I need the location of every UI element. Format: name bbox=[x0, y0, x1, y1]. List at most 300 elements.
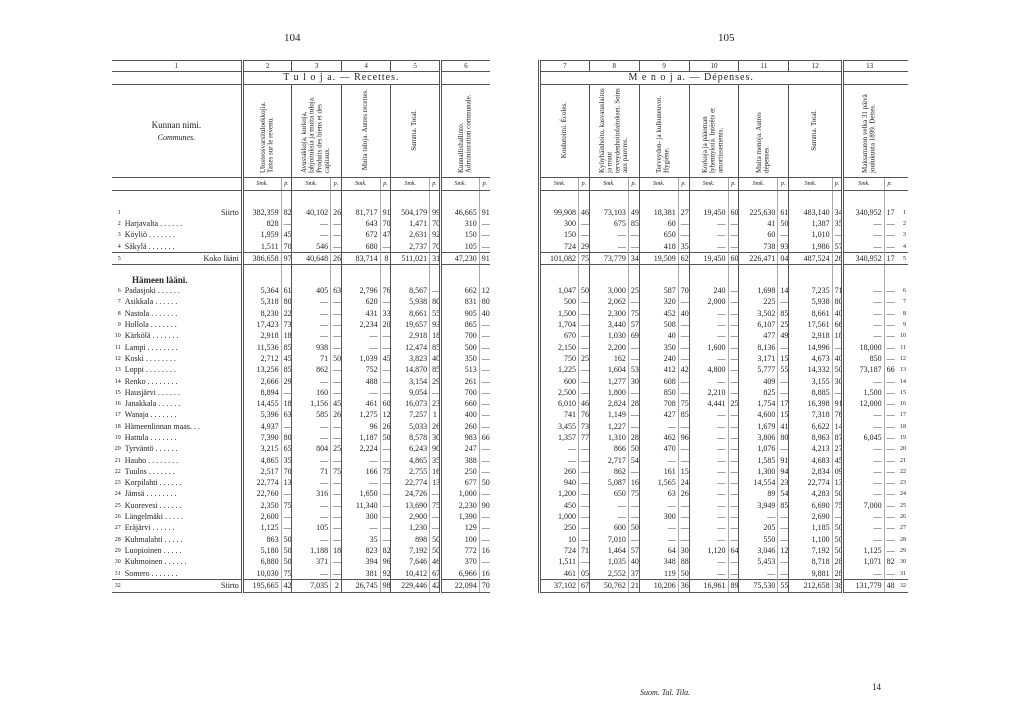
cell-penni: — bbox=[678, 500, 689, 511]
cell-penni: 30 bbox=[678, 545, 689, 556]
table-row bbox=[540, 331, 909, 342]
cell-markka: 12,000 bbox=[843, 398, 884, 409]
cell-markka: 850 bbox=[639, 387, 678, 398]
cell-penni: 50 bbox=[832, 365, 843, 376]
cell-markka: 1,754 bbox=[739, 398, 778, 409]
cell-markka: 340,952 bbox=[843, 207, 884, 218]
column-header: Korkoja ja pääoman lyhennyksiä. Intérêts et amortissements. bbox=[701, 107, 725, 173]
cell-penni: 76 bbox=[832, 410, 843, 421]
cell-penni: 46 bbox=[579, 207, 590, 218]
cell-penni: 90 bbox=[430, 444, 441, 455]
cell-markka: 47,230 bbox=[440, 253, 479, 265]
row-number: 28 bbox=[900, 536, 906, 543]
cell-markka: 488 bbox=[341, 376, 380, 387]
cell-markka: 37,102 bbox=[540, 580, 579, 592]
cell-markka: — bbox=[689, 444, 728, 455]
cell-markka: — bbox=[843, 308, 884, 319]
cell-penni: 99 bbox=[430, 207, 441, 218]
table-row bbox=[540, 557, 909, 568]
municipality-name: Wanaja . . . . . . . bbox=[124, 410, 177, 420]
cell-penni: 85 bbox=[281, 342, 292, 353]
cell-penni: 66 bbox=[479, 432, 490, 443]
municipality-name: Padasjoki . . . . . . bbox=[124, 286, 180, 296]
cell-markka: 5,938 bbox=[391, 297, 430, 308]
cell-penni: — bbox=[728, 241, 739, 253]
cell-markka: — bbox=[843, 534, 884, 545]
cell-penni: — bbox=[380, 297, 391, 308]
table-row bbox=[540, 398, 909, 409]
cell-penni: 18 bbox=[281, 331, 292, 342]
cell-penni: — bbox=[479, 365, 490, 376]
cell-markka: 4,865 bbox=[391, 455, 430, 466]
cell-markka: 300 bbox=[341, 511, 380, 522]
cell-markka: 4,441 bbox=[689, 398, 728, 409]
cell-penni: 85 bbox=[281, 365, 292, 376]
row-number: 13 bbox=[900, 367, 906, 374]
cell-penni: — bbox=[281, 523, 292, 534]
cell-markka: 7,192 bbox=[391, 545, 430, 556]
cell-markka: 672 bbox=[341, 230, 380, 241]
cell-markka: — bbox=[292, 230, 331, 241]
cell-markka: 470 bbox=[639, 444, 678, 455]
cell-markka: 1,047 bbox=[540, 285, 579, 296]
cell-penni: — bbox=[678, 455, 689, 466]
cell-markka: 6,880 bbox=[242, 557, 281, 568]
cell-penni: — bbox=[628, 241, 639, 253]
table-row bbox=[112, 478, 490, 489]
cell-penni: — bbox=[678, 342, 689, 353]
row-number: 31 bbox=[900, 570, 906, 577]
cell-markka: 40,648 bbox=[292, 253, 331, 265]
table-row bbox=[540, 478, 909, 489]
cell-penni: — bbox=[380, 534, 391, 545]
cell-markka: 1,227 bbox=[589, 421, 628, 432]
cell-penni: 92 bbox=[430, 230, 441, 241]
cell-markka: 1,000 bbox=[440, 489, 479, 500]
cell-markka: 19,450 bbox=[689, 253, 728, 265]
cell-markka: 450 bbox=[540, 500, 579, 511]
cell-penni: 28 bbox=[832, 568, 843, 580]
cell-markka: 16,961 bbox=[689, 580, 728, 592]
cell-penni: — bbox=[628, 500, 639, 511]
cell-penni: — bbox=[579, 523, 590, 534]
cell-markka: 11,536 bbox=[242, 342, 281, 353]
cell-markka: 4,283 bbox=[789, 489, 832, 500]
row-number: 8 bbox=[117, 310, 121, 317]
cell-penni: — bbox=[728, 285, 739, 296]
cell-markka: 5,453 bbox=[739, 557, 778, 568]
cell-penni: — bbox=[579, 511, 590, 522]
column-header: Kyöyhäinhoito, kasvatuslaitos ja muut terveydenhoitolaitokset. Soins aux pauvres. bbox=[597, 88, 629, 173]
row-number: 26 bbox=[114, 514, 121, 521]
cell-penni: 16 bbox=[479, 545, 490, 556]
cell-penni: 61 bbox=[281, 285, 292, 296]
cell-penni: — bbox=[380, 376, 391, 387]
cell-penni: — bbox=[331, 342, 342, 353]
table-row bbox=[112, 376, 490, 387]
cell-penni: 13 bbox=[832, 478, 843, 489]
column-header: Terveyden- ja kulkuneuvot. Hygiène. bbox=[655, 95, 672, 173]
cell-markka: — bbox=[689, 421, 728, 432]
cell-penni: — bbox=[884, 500, 895, 511]
column-number: 2 bbox=[242, 61, 292, 72]
municipality-name: Siirto bbox=[123, 580, 243, 592]
table-row bbox=[112, 342, 490, 353]
cell-penni: 91 bbox=[832, 398, 843, 409]
cell-penni: 42 bbox=[281, 580, 292, 592]
cell-penni: 45 bbox=[380, 353, 391, 364]
cell-markka: 1,585 bbox=[739, 455, 778, 466]
cell-penni: 60 bbox=[728, 207, 739, 218]
cell-penni: — bbox=[884, 285, 895, 296]
cell-markka: 513 bbox=[440, 365, 479, 376]
cell-penni: — bbox=[380, 444, 391, 455]
row-number: 17 bbox=[900, 412, 906, 419]
cell-penni: — bbox=[281, 387, 292, 398]
municipality-name: Kuorevesi . . . . . . bbox=[124, 500, 182, 510]
cell-penni: — bbox=[628, 534, 639, 545]
cell-markka: 22,774 bbox=[391, 478, 430, 489]
cell-penni: 82 bbox=[281, 207, 292, 218]
cell-penni: — bbox=[430, 387, 441, 398]
cell-markka: 166 bbox=[341, 466, 380, 477]
cell-markka: 1,125 bbox=[843, 545, 884, 556]
cell-markka: 240 bbox=[639, 353, 678, 364]
cell-markka: — bbox=[739, 568, 778, 580]
cell-markka: 8,885 bbox=[789, 387, 832, 398]
municipality-header-fr: Communes. bbox=[157, 132, 196, 142]
cell-markka: 2,796 bbox=[341, 285, 380, 296]
table-row bbox=[112, 353, 490, 364]
cell-markka: 22,774 bbox=[789, 478, 832, 489]
municipality-name: Kärkölä . . . . . . . bbox=[124, 331, 179, 341]
cell-markka: 3,502 bbox=[739, 308, 778, 319]
column-number: 6 bbox=[440, 61, 490, 72]
cell-penni: 50 bbox=[678, 568, 689, 580]
cell-penni: — bbox=[728, 365, 739, 376]
cell-markka: — bbox=[843, 285, 884, 296]
cell-penni: — bbox=[728, 297, 739, 308]
municipality-name: Harjavalta . . . . . . bbox=[124, 218, 183, 228]
cell-penni: — bbox=[579, 365, 590, 376]
cell-penni: 45 bbox=[331, 398, 342, 409]
cell-markka: 2,062 bbox=[589, 297, 628, 308]
cell-markka: 738 bbox=[739, 241, 778, 253]
right-statistics-table bbox=[538, 60, 908, 593]
cell-markka: 8,661 bbox=[789, 308, 832, 319]
cell-markka: 18,381 bbox=[639, 207, 678, 218]
municipality-name: Jämsä . . . . . . . . bbox=[124, 489, 177, 499]
cell-penni: — bbox=[331, 376, 342, 387]
table-row bbox=[540, 342, 909, 353]
cell-penni: 96 bbox=[380, 557, 391, 568]
cell-penni: — bbox=[728, 534, 739, 545]
table-row bbox=[540, 241, 909, 253]
cell-penni: 41 bbox=[778, 421, 789, 432]
cell-markka: 370 bbox=[440, 557, 479, 568]
cell-penni: — bbox=[778, 568, 789, 580]
municipality-name: Koski . . . . . . . . bbox=[124, 353, 176, 363]
cell-markka: 1,275 bbox=[341, 410, 380, 421]
cell-markka: 150 bbox=[540, 230, 579, 241]
cell-markka: 2,834 bbox=[789, 466, 832, 477]
table-row bbox=[112, 455, 490, 466]
cell-penni: 25 bbox=[778, 319, 789, 330]
table-row bbox=[112, 534, 490, 545]
cell-markka: 229,446 bbox=[391, 580, 430, 592]
municipality-name: Lampi . . . . . . . . bbox=[124, 342, 178, 352]
cell-markka: 3,455 bbox=[540, 421, 579, 432]
municipality-name: Janakkala . . . . . . bbox=[124, 399, 181, 409]
cell-markka: 865 bbox=[440, 319, 479, 330]
cell-penni: 30 bbox=[430, 432, 441, 443]
row-number: 18 bbox=[900, 423, 906, 430]
unit-label: Smk. bbox=[739, 178, 778, 191]
cell-markka: 587 bbox=[639, 285, 678, 296]
cell-penni: 25 bbox=[728, 398, 739, 409]
cell-markka: 2,552 bbox=[589, 568, 628, 580]
cell-markka: 1,565 bbox=[639, 478, 678, 489]
column-header: Ulosteosvarsituloekkojia. Taxes sur le revenu. bbox=[258, 101, 275, 173]
cell-penni: — bbox=[281, 421, 292, 432]
cell-markka: 863 bbox=[242, 534, 281, 545]
cell-markka: 17,423 bbox=[242, 319, 281, 330]
cell-markka: — bbox=[589, 230, 628, 241]
cell-penni: — bbox=[331, 432, 342, 443]
cell-markka: 50,762 bbox=[589, 580, 628, 592]
table-row bbox=[112, 444, 490, 455]
cell-markka: — bbox=[843, 376, 884, 387]
table-row bbox=[112, 432, 490, 443]
cell-penni: — bbox=[728, 557, 739, 568]
cell-markka: 16,398 bbox=[789, 398, 832, 409]
cell-markka: 18,000 bbox=[843, 342, 884, 353]
cell-penni: 24 bbox=[678, 478, 689, 489]
cell-penni: 92 bbox=[380, 568, 391, 580]
cell-markka: 1,035 bbox=[589, 557, 628, 568]
cell-penni: — bbox=[331, 455, 342, 466]
cell-penni: 54 bbox=[778, 489, 789, 500]
cell-markka: 6,690 bbox=[789, 500, 832, 511]
cell-penni: — bbox=[728, 342, 739, 353]
row-number: 25 bbox=[114, 502, 121, 509]
cell-markka: 300 bbox=[540, 218, 579, 229]
column-header: Avustakkoja, korkoja, lahjoituksia ja muita tuloja. Produits des biens et des capitaux. bbox=[300, 96, 332, 173]
municipality-name: Korpilahti . . . . . . bbox=[124, 478, 182, 488]
cell-markka: 4,800 bbox=[689, 365, 728, 376]
cell-penni: — bbox=[479, 331, 490, 342]
cell-markka: 1,650 bbox=[341, 489, 380, 500]
column-number: 13 bbox=[843, 61, 895, 72]
cell-penni: — bbox=[579, 534, 590, 545]
cell-markka: 650 bbox=[639, 230, 678, 241]
cell-markka: 2,666 bbox=[242, 376, 281, 387]
cell-penni: — bbox=[479, 557, 490, 568]
cell-penni: 49 bbox=[778, 331, 789, 342]
cell-markka: — bbox=[689, 376, 728, 387]
cell-penni: — bbox=[380, 523, 391, 534]
cell-markka: 431 bbox=[341, 308, 380, 319]
cell-markka: 6,107 bbox=[739, 319, 778, 330]
cell-penni: — bbox=[728, 568, 739, 580]
cell-markka: 487,524 bbox=[789, 253, 832, 265]
table-row bbox=[112, 241, 490, 253]
cell-penni: — bbox=[728, 466, 739, 477]
cell-markka: 381 bbox=[341, 568, 380, 580]
cell-penni: 66 bbox=[884, 365, 895, 376]
municipality-name: Hauho . . . . . . . . bbox=[124, 455, 179, 465]
cell-penni: — bbox=[281, 511, 292, 522]
table-row bbox=[112, 319, 490, 330]
cell-penni: — bbox=[331, 511, 342, 522]
cell-markka: — bbox=[689, 353, 728, 364]
municipality-name: Kuhmalahti . . . . . bbox=[124, 534, 183, 544]
cell-markka: 427 bbox=[639, 410, 678, 421]
cell-penni: — bbox=[628, 230, 639, 241]
cell-markka: 24,726 bbox=[391, 489, 430, 500]
row-number: 11 bbox=[114, 344, 121, 351]
cell-penni: — bbox=[678, 376, 689, 387]
cell-markka: 83,714 bbox=[341, 253, 380, 265]
cell-penni: 75 bbox=[579, 253, 590, 265]
cell-penni: — bbox=[884, 545, 895, 556]
cell-markka: 1,125 bbox=[242, 523, 281, 534]
cell-markka: 1,120 bbox=[689, 545, 728, 556]
cell-penni: 55 bbox=[778, 580, 789, 592]
cell-penni: 47 bbox=[380, 230, 391, 241]
cell-penni: 64 bbox=[728, 545, 739, 556]
table-row bbox=[112, 297, 490, 308]
cell-markka: — bbox=[689, 534, 728, 545]
municipality-name: Hollola . . . . . . . bbox=[124, 320, 177, 330]
cell-penni: — bbox=[430, 511, 441, 522]
cell-markka: 14,455 bbox=[242, 398, 281, 409]
cell-penni: — bbox=[579, 455, 590, 466]
cell-penni: — bbox=[628, 297, 639, 308]
cell-penni: — bbox=[331, 489, 342, 500]
cell-markka: — bbox=[689, 523, 728, 534]
cell-markka: — bbox=[341, 523, 380, 534]
cell-markka: 1,030 bbox=[589, 331, 628, 342]
table-row bbox=[112, 410, 490, 421]
cell-markka: 160 bbox=[292, 387, 331, 398]
row-number: 21 bbox=[114, 457, 121, 464]
cell-penni: 29 bbox=[430, 376, 441, 387]
cell-markka: 2,824 bbox=[589, 398, 628, 409]
cell-penni: — bbox=[628, 353, 639, 364]
cell-penni: 50 bbox=[778, 218, 789, 229]
cell-markka: 4,600 bbox=[739, 410, 778, 421]
cell-markka: 741 bbox=[540, 410, 579, 421]
row-number: 23 bbox=[900, 480, 906, 487]
cell-penni: — bbox=[331, 297, 342, 308]
cell-markka: 350 bbox=[440, 353, 479, 364]
row-number: 12 bbox=[900, 355, 906, 362]
cell-markka: — bbox=[689, 230, 728, 241]
cell-markka: 9,881 bbox=[789, 568, 832, 580]
row-number: 10 bbox=[114, 333, 121, 340]
row-number: 26 bbox=[900, 514, 906, 521]
cell-penni: 1 bbox=[430, 410, 441, 421]
cell-penni: — bbox=[884, 387, 895, 398]
cell-markka: 2,631 bbox=[391, 230, 430, 241]
cell-penni: — bbox=[331, 523, 342, 534]
cell-penni: 80 bbox=[778, 432, 789, 443]
cell-markka: 1,071 bbox=[843, 557, 884, 568]
units-row bbox=[112, 178, 490, 191]
row-number: 9 bbox=[117, 322, 121, 329]
cell-markka: 1,010 bbox=[789, 230, 832, 241]
cell-markka: 5,033 bbox=[391, 421, 430, 432]
cell-markka: 1,500 bbox=[540, 308, 579, 319]
cell-penni: 85 bbox=[430, 365, 441, 376]
cell-markka: 750 bbox=[540, 353, 579, 364]
cell-markka: 195,665 bbox=[242, 580, 281, 592]
cell-markka: — bbox=[589, 511, 628, 522]
table-row bbox=[112, 421, 490, 432]
cell-markka: 11,340 bbox=[341, 500, 380, 511]
cell-markka: 600 bbox=[540, 376, 579, 387]
cell-penni: — bbox=[430, 489, 441, 500]
cell-markka: 772 bbox=[440, 545, 479, 556]
table-row bbox=[112, 207, 490, 218]
cell-penni: — bbox=[884, 421, 895, 432]
cell-penni: — bbox=[479, 410, 490, 421]
row-number: 12 bbox=[114, 355, 121, 362]
cell-markka: 105 bbox=[440, 241, 479, 253]
cell-markka: 1,390 bbox=[440, 511, 479, 522]
cell-markka: — bbox=[341, 478, 380, 489]
cell-penni: — bbox=[281, 489, 292, 500]
cell-penni: — bbox=[884, 523, 895, 534]
column-header: Muita menoja. Autres dépenses. bbox=[755, 112, 771, 173]
cell-markka: — bbox=[639, 500, 678, 511]
cell-markka: 3,046 bbox=[739, 545, 778, 556]
cell-penni: 30 bbox=[628, 376, 639, 387]
cell-penni: — bbox=[380, 489, 391, 500]
cell-markka: 260 bbox=[440, 421, 479, 432]
cell-penni: — bbox=[728, 511, 739, 522]
cell-markka: 40 bbox=[639, 331, 678, 342]
cell-markka: 8,718 bbox=[789, 557, 832, 568]
column-number-row bbox=[112, 61, 490, 72]
cell-markka: — bbox=[843, 230, 884, 241]
row-number: 8 bbox=[903, 310, 906, 317]
cell-penni: — bbox=[479, 511, 490, 522]
cell-penni: 85 bbox=[628, 218, 639, 229]
cell-penni: — bbox=[884, 353, 895, 364]
table-row bbox=[112, 545, 490, 556]
cell-penni: 88 bbox=[678, 557, 689, 568]
cell-penni: — bbox=[678, 523, 689, 534]
row-number: 2 bbox=[117, 220, 121, 227]
cell-penni: 65 bbox=[281, 444, 292, 455]
cell-markka: 26,745 bbox=[341, 580, 380, 592]
cell-markka: 14,332 bbox=[789, 365, 832, 376]
row-number: 29 bbox=[900, 547, 906, 554]
column-number: 8 bbox=[589, 61, 639, 72]
cell-markka: 825 bbox=[739, 387, 778, 398]
cell-penni: — bbox=[579, 319, 590, 330]
row-number: 15 bbox=[900, 389, 906, 396]
cell-penni: 91 bbox=[778, 455, 789, 466]
cell-markka: 5,318 bbox=[242, 297, 281, 308]
cell-markka: 461 bbox=[341, 398, 380, 409]
cell-penni: 27 bbox=[832, 444, 843, 455]
cell-penni: 80 bbox=[430, 297, 441, 308]
column-number: 9 bbox=[639, 61, 689, 72]
cell-markka: 5,396 bbox=[242, 410, 281, 421]
